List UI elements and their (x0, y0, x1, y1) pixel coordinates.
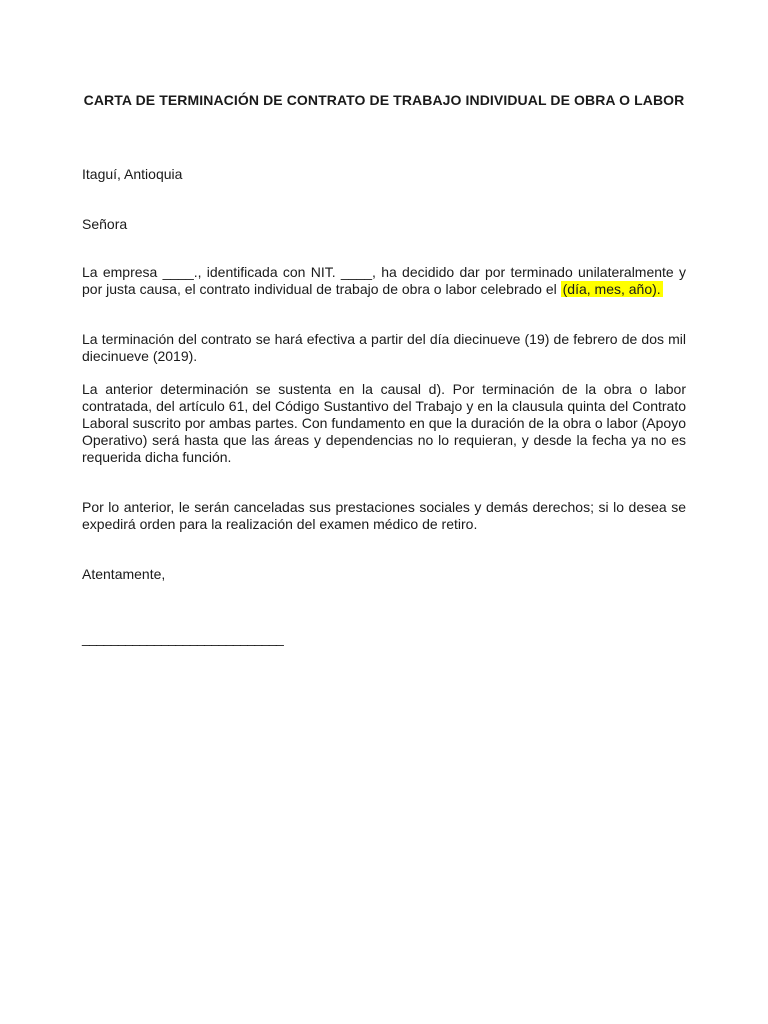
salutation: Señora (82, 216, 128, 232)
closing-line: Atentamente, (82, 566, 166, 582)
paragraph-legal-basis: La anterior determinación se sustenta en la causal d). Por terminación de la obra o labor contratada, del artículo 61, del Código Sustantivo del Trabajo y en la clausula quinta del Contrato Laboral suscrito por ambas partes. Con fundamento en que la duración de la obra o labor (Apoyo Operativo) será hasta que las áreas y dependencias no lo requieran, y desde la fecha ya no es requerida dicha función. (82, 381, 686, 465)
paragraph-termination-text: La empresa ____., identificada con NIT. ____, ha decidido dar por terminado unilateralmente y por justa causa, el contrato individual de trabajo de obra o labor celebrado el (82, 264, 686, 297)
paragraph-termination-notice (82, 264, 686, 298)
paragraph-benefits: Por lo anterior, le serán canceladas sus prestaciones sociales y demás derechos; si lo desea se expedirá orden para la realización del examen médico de retiro. (82, 499, 686, 532)
date-placeholder-highlight: (día, mes, año). (562, 281, 661, 297)
location-line: Itaguí, Antioquia (82, 166, 183, 182)
paragraph-effective-date: La terminación del contrato se hará efectiva a partir del día diecinueve (19) de febrero de dos mil diecinueve (2019). (82, 331, 686, 364)
letter-title: CARTA DE TERMINACIÓN DE CONTRATO DE TRABAJO INDIVIDUAL DE OBRA O LABOR (83, 92, 685, 108)
signature-line: ____________________________ (82, 630, 284, 646)
